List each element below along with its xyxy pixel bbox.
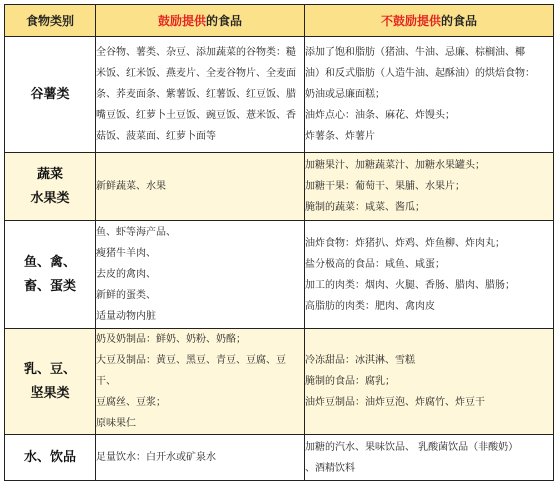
category-cell	[5, 153, 96, 221]
discouraged-line: 油）和反式脂肪（人造牛油、起酥油）的烘焙食物：	[305, 68, 535, 79]
category-label: 鱼、禽、	[23, 254, 76, 270]
food-guideline-table	[4, 4, 554, 481]
discouraged-line: 加工的肉类：烟肉、火腿、香肠、腊肉、腊肠；	[305, 279, 515, 291]
discouraged-cell	[305, 221, 554, 329]
encouraged-line: 米饭、红米饭、燕麦片、全麦谷物片、全麦面	[96, 68, 296, 79]
discouraged-line: 腌制的蔬菜：咸菜、酱瓜；	[305, 202, 425, 213]
encouraged-line: 条、荞麦面条、紫薯饭、红薯饭、红豆饭、腊	[96, 89, 296, 100]
encouraged-line: 瘦猪牛羊肉、	[96, 248, 156, 259]
table-row-water-drinks	[5, 435, 554, 481]
table-row-grains	[5, 37, 554, 153]
discouraged-line: 油炸点心：油条、麻花、炸馒头；	[305, 110, 455, 121]
discouraged-line: 炸薯条、炸薯片	[305, 131, 375, 142]
discouraged-line: 油炸食物：炸猪扒、炸鸡、炸鱼柳、炸肉丸；	[305, 237, 505, 249]
encouraged-line: 适量动物内脏	[96, 311, 156, 322]
discouraged-cell	[305, 153, 554, 221]
encouraged-line: 去皮的禽肉、	[96, 269, 156, 280]
encouraged-cell	[96, 37, 305, 153]
category-cell	[5, 435, 96, 481]
table-row-vegetables-fruits	[5, 153, 554, 221]
header-encouraged-suffix: 的食品	[206, 14, 243, 28]
discouraged-line: 油炸豆制品：油炸豆泡、炸腐竹、炸豆干	[305, 397, 485, 408]
encouraged-cell	[96, 329, 305, 435]
header-category: 食物类别	[5, 5, 96, 37]
header-discouraged-highlight: 不鼓励提供	[380, 14, 441, 28]
category-label: 水、饮品	[23, 449, 76, 465]
encouraged-line: 菇饭、菠菜面、红萝卜面等	[96, 131, 216, 142]
encouraged-cell	[96, 153, 305, 221]
table-header-row	[5, 5, 554, 37]
header-discouraged	[305, 5, 554, 37]
category-label: 谷薯类	[30, 86, 70, 102]
category-label: 畜、蛋类	[23, 278, 76, 294]
discouraged-cell	[305, 37, 554, 153]
discouraged-cell	[305, 329, 554, 435]
category-label: 蔬菜	[36, 166, 63, 182]
discouraged-line: 加糖果汁、加糖蔬菜汁、加糖水果罐头；	[305, 160, 485, 171]
table-row-fish-poultry-meat-eggs	[5, 221, 554, 329]
category-cell	[5, 37, 96, 153]
discouraged-line: 添加了饱和脂肪（猪油、牛油、忌廉、棕榈油、椰	[305, 47, 525, 58]
discouraged-cell	[305, 435, 554, 481]
encouraged-line: 奶及奶制品：鲜奶、奶粉、奶酪；	[96, 334, 246, 345]
encouraged-line: 新鲜的蛋类、	[96, 290, 156, 301]
encouraged-line: 原味果仁	[96, 418, 136, 429]
discouraged-line: 高脂肪的肉类：肥肉、禽肉皮	[305, 300, 435, 312]
encouraged-line: 豆腐丝、豆浆；	[96, 397, 166, 408]
discouraged-line: 腌制的食品：腐乳；	[305, 376, 395, 387]
table-row-dairy-beans-nuts	[5, 329, 554, 435]
category-cell	[5, 221, 96, 329]
category-label: 坚果类	[30, 385, 70, 401]
discouraged-line: 盐分极高的食品：咸鱼、咸蛋；	[305, 258, 445, 270]
encouraged-line: 大豆及制品：黄豆、黑豆、青豆、豆腐、豆干、	[96, 355, 286, 387]
discouraged-line: 冷冻甜品：冰淇淋、雪糕	[305, 355, 415, 366]
encouraged-line: 嘴豆饭、红萝卜土豆饭、豌豆饭、薏米饭、香	[96, 110, 296, 121]
encouraged-line: 全谷物、薯类、杂豆、添加蔬菜的谷物类：糙	[96, 47, 296, 58]
discouraged-line: 、酒精饮料	[305, 462, 355, 474]
header-encouraged	[96, 5, 305, 37]
encouraged-line: 鱼、虾等海产品、	[96, 227, 176, 238]
category-label: 乳、豆、	[23, 361, 76, 377]
encouraged-line: 足量饮水：白开水或矿泉水	[96, 452, 216, 463]
discouraged-line: 加糖干果：葡萄干、果脯、水果片；	[305, 181, 465, 192]
category-label: 水果类	[30, 190, 70, 206]
header-encouraged-highlight: 鼓励提供	[157, 14, 206, 28]
encouraged-line: 新鲜蔬菜、水果	[96, 181, 166, 192]
header-discouraged-suffix: 的食品	[441, 14, 478, 28]
encouraged-cell	[96, 221, 305, 329]
encouraged-cell	[96, 435, 305, 481]
discouraged-line: 加糖的汽水、果味饮品、 乳酸菌饮品（非酸奶）	[305, 441, 519, 453]
category-cell	[5, 329, 96, 435]
discouraged-line: 奶油或忌廉面糕；	[305, 89, 385, 100]
